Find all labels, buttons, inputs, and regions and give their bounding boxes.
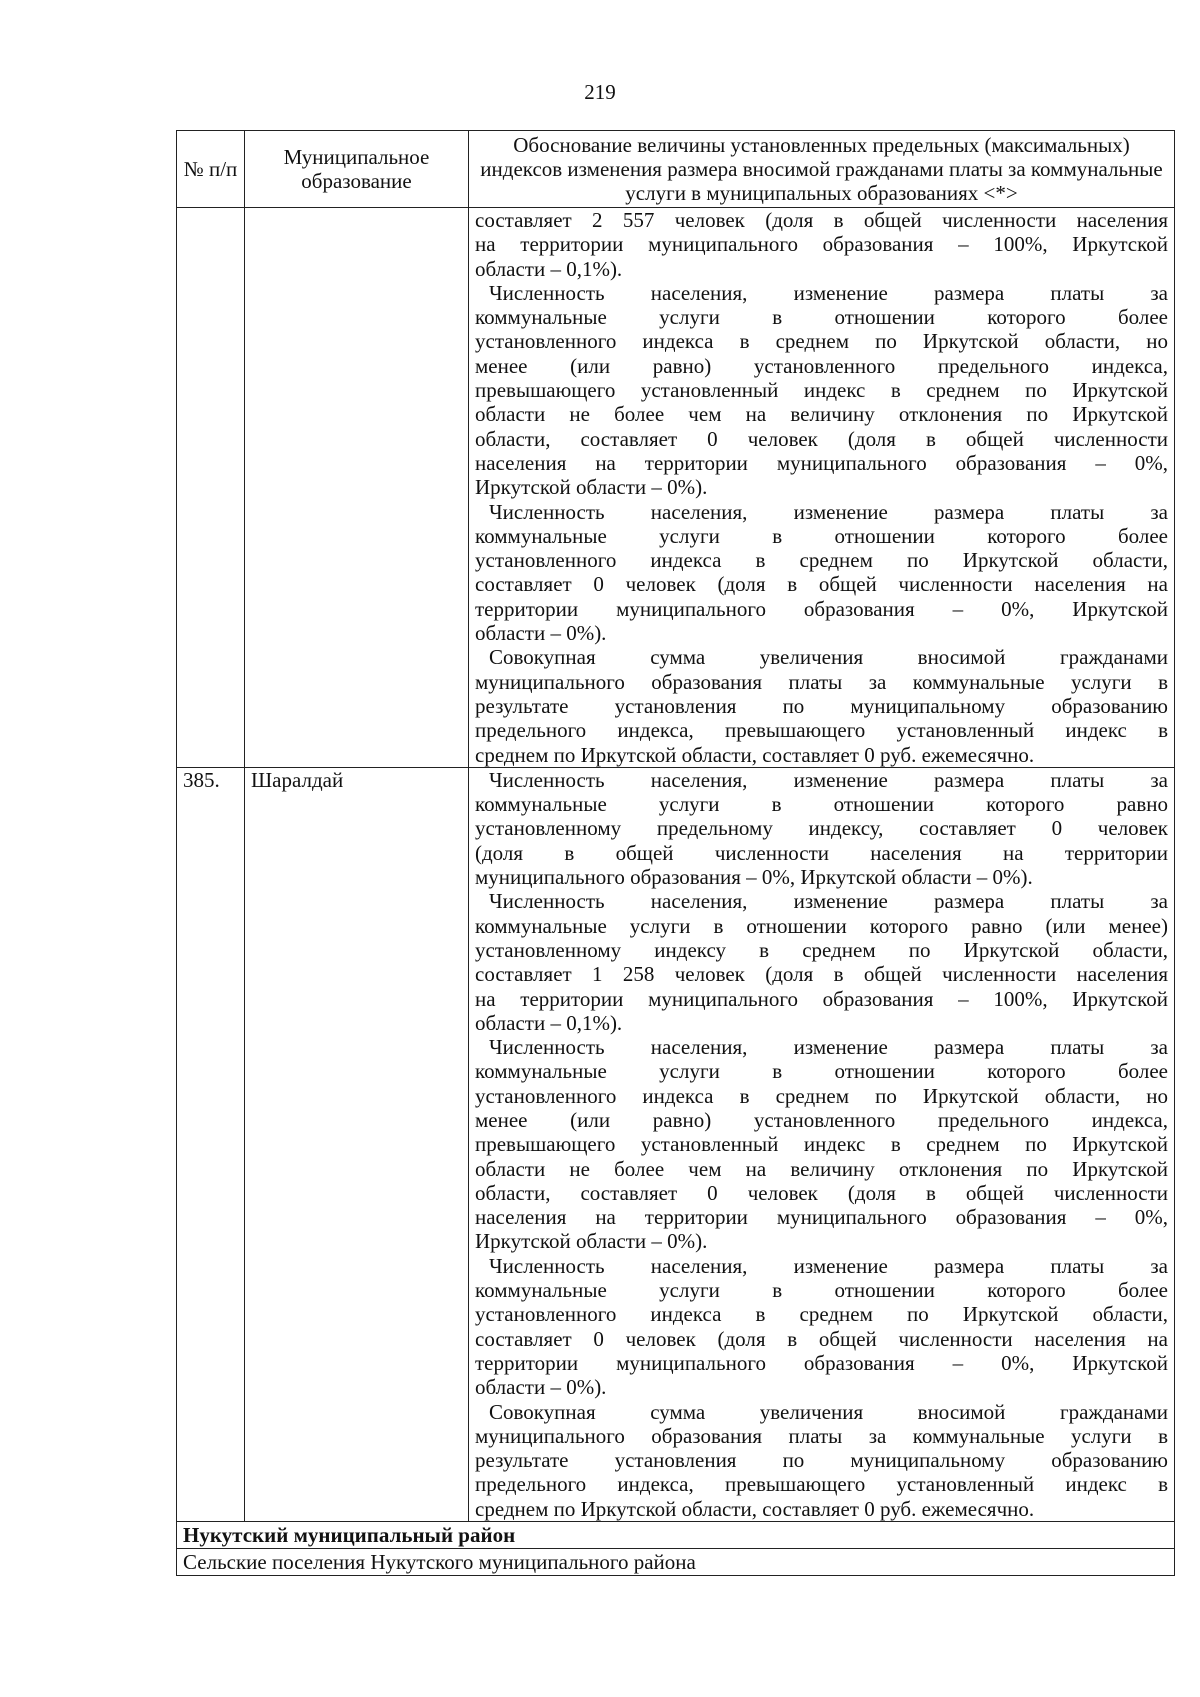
text-line: предельного индекса, превышающего установленный индекс в bbox=[475, 718, 1168, 743]
text-line: муниципального образования – 0%, Иркутской области – 0%). bbox=[475, 865, 1033, 890]
text-line: муниципального образования платы за коммунальные услуги в bbox=[475, 1423, 1168, 1448]
subsection-title: Сельские поселения Нукутского муниципального района bbox=[177, 1549, 1175, 1576]
text-line: населения на территории муниципального образования – 0%, bbox=[475, 1205, 1168, 1230]
text-line: Иркутской области – 0%). bbox=[475, 475, 708, 500]
paragraph bbox=[475, 500, 1168, 646]
text-line: установленному индексу в среднем по Иркутской области, bbox=[475, 937, 1168, 962]
text-line: результате установления по муниципальному образованию bbox=[475, 693, 1168, 718]
text-line: области – 0%). bbox=[475, 621, 607, 646]
cell-num bbox=[177, 208, 245, 768]
header-municipality: Муниципальное образование bbox=[245, 131, 469, 208]
text-line: среднем по Иркутской области, составляет 0 руб. ежемесячно. bbox=[475, 1496, 1035, 1521]
text-line: установленному предельному индексу, составляет 0 человек bbox=[475, 816, 1168, 841]
text-line: Численность населения, изменение размера платы за bbox=[489, 499, 1168, 524]
section-title: Нукутский муниципальный район bbox=[177, 1522, 1175, 1549]
text-line: области – 0,1%). bbox=[475, 256, 623, 281]
text-line: муниципального образования платы за коммунальные услуги в bbox=[475, 669, 1168, 694]
text-line: коммунальные услуги в отношении которого равно (или менее) bbox=[475, 913, 1168, 938]
text-line: населения на территории муниципального образования – 0%, bbox=[475, 450, 1168, 475]
text-line: менее (или равно) установленного предельного индекса, bbox=[475, 1107, 1168, 1132]
text-line: превышающего установленный индекс в среднем по Иркутской bbox=[475, 378, 1168, 403]
table-row bbox=[177, 767, 1175, 1521]
indices-table bbox=[176, 130, 1175, 1576]
text-line: Численность населения, изменение размера платы за bbox=[489, 280, 1168, 305]
text-line: коммунальные услуги в отношении которого более bbox=[475, 1278, 1168, 1303]
text-line: предельного индекса, превышающего установленный индекс в bbox=[475, 1472, 1168, 1497]
row-number: 385. bbox=[177, 767, 245, 1521]
section-row bbox=[177, 1522, 1175, 1549]
text-line: установленного индекса в среднем по Иркутской области, bbox=[475, 548, 1168, 573]
text-line: составляет 0 человек (доля в общей численности населения на bbox=[475, 1326, 1168, 1351]
text-line: составляет 2 557 человек (доля в общей численности населения bbox=[475, 208, 1168, 232]
text-line: Численность населения, изменение размера платы за bbox=[489, 1035, 1168, 1060]
text-line: превышающего установленный индекс в среднем по Иркутской bbox=[475, 1132, 1168, 1157]
text-line: составляет 0 человек (доля в общей численности населения на bbox=[475, 572, 1168, 597]
text-line: результате установления по муниципальному образованию bbox=[475, 1448, 1168, 1473]
text-line: установленного индекса в среднем по Иркутской области, bbox=[475, 1302, 1168, 1327]
paragraph bbox=[475, 889, 1168, 1035]
text-line: составляет 1 258 человек (доля в общей численности населения bbox=[475, 962, 1168, 987]
paragraph bbox=[475, 645, 1168, 766]
paragraph bbox=[475, 208, 1168, 281]
text-line: коммунальные услуги в отношении которого более bbox=[475, 305, 1168, 330]
text-line: области, составляет 0 человек (доля в общей численности bbox=[475, 426, 1168, 451]
text-line: Численность населения, изменение размера платы за bbox=[489, 889, 1168, 914]
text-line: установленного индекса в среднем по Иркутской области, но bbox=[475, 1083, 1168, 1108]
text-line: области, составляет 0 человек (доля в общей численности bbox=[475, 1180, 1168, 1205]
subsection-row bbox=[177, 1549, 1175, 1576]
text-line: менее (или равно) установленного предельного индекса, bbox=[475, 353, 1168, 378]
text-line: коммунальные услуги в отношении которого более bbox=[475, 1059, 1168, 1084]
text-line: коммунальные услуги в отношении которого более bbox=[475, 523, 1168, 548]
municipality-name: Шаралдай bbox=[245, 767, 469, 1521]
header-justification: Обоснование величины установленных предельных (максимальных) индексов изменения размера вносимой гражданами платы за коммунальные услуги в муниципальных образованиях <*> bbox=[469, 131, 1175, 208]
table-row bbox=[177, 208, 1175, 768]
paragraph bbox=[475, 768, 1168, 889]
text-line: территории муниципального образования – 0%, Иркутской bbox=[475, 1350, 1168, 1375]
header-num: № п/п bbox=[177, 131, 245, 208]
paragraph bbox=[475, 1400, 1168, 1521]
table-header-row bbox=[177, 131, 1175, 208]
cell-justification bbox=[469, 767, 1175, 1521]
text-line: области – 0%). bbox=[475, 1375, 607, 1400]
text-line: на территории муниципального образования – 100%, Иркутской bbox=[475, 986, 1168, 1011]
text-line: коммунальные услуги в отношении которого равно bbox=[475, 792, 1168, 817]
text-line: установленного индекса в среднем по Иркутской области, но bbox=[475, 329, 1168, 354]
text-line: Совокупная сумма увеличения вносимой гражданами bbox=[489, 1399, 1168, 1424]
text-line: территории муниципального образования – 0%, Иркутской bbox=[475, 596, 1168, 621]
cell-justification bbox=[469, 208, 1175, 768]
text-line: области не более чем на величину отклонения по Иркутской bbox=[475, 402, 1168, 427]
text-line: Иркутской области – 0%). bbox=[475, 1229, 708, 1254]
cell-municipality bbox=[245, 208, 469, 768]
paragraph bbox=[475, 281, 1168, 500]
text-line: Численность населения, изменение размера платы за bbox=[489, 767, 1168, 792]
text-line: (доля в общей численности населения на территории bbox=[475, 840, 1168, 865]
paragraph bbox=[475, 1035, 1168, 1254]
text-line: Совокупная сумма увеличения вносимой гражданами bbox=[489, 645, 1168, 670]
text-line: Численность населения, изменение размера платы за bbox=[489, 1253, 1168, 1278]
page-number: 219 bbox=[584, 80, 616, 104]
text-line: среднем по Иркутской области, составляет 0 руб. ежемесячно. bbox=[475, 742, 1035, 767]
paragraph bbox=[475, 1254, 1168, 1400]
text-line: области не более чем на величину отклонения по Иркутской bbox=[475, 1156, 1168, 1181]
text-line: области – 0,1%). bbox=[475, 1010, 623, 1035]
text-line: на территории муниципального образования – 100%, Иркутской bbox=[475, 232, 1168, 257]
